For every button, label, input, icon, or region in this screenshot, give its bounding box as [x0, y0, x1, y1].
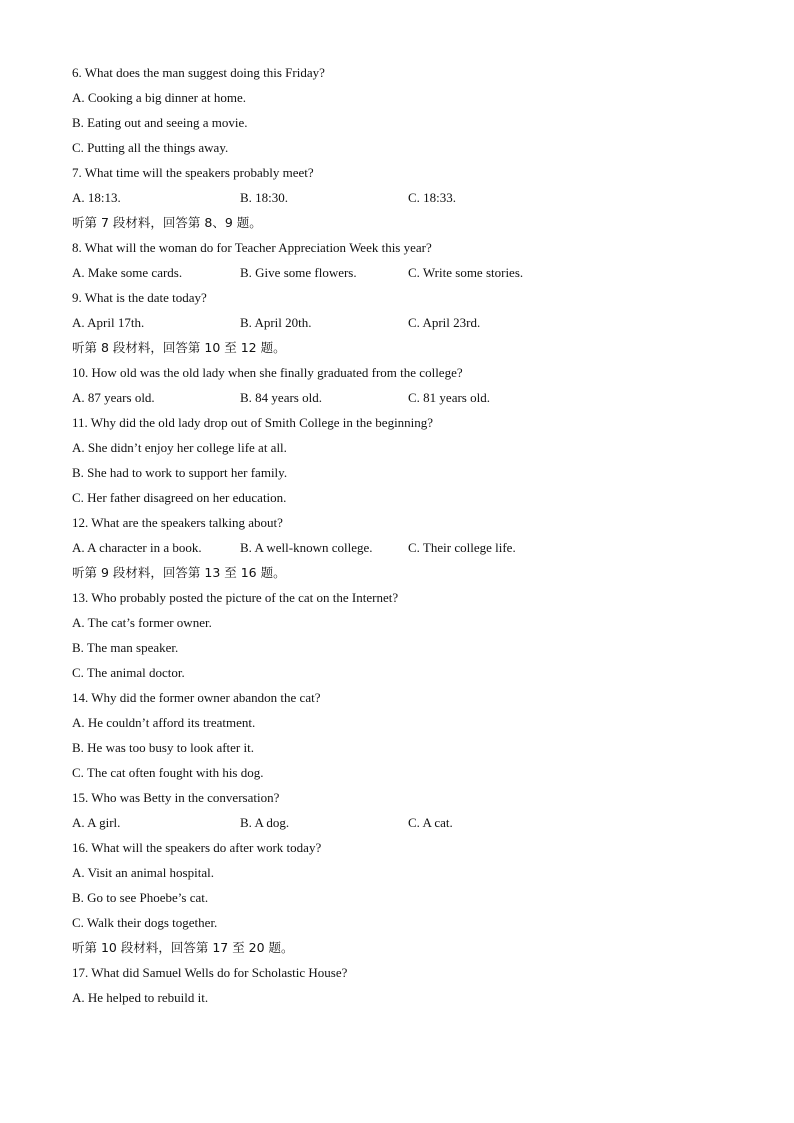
option-b: B. April 20th. — [240, 315, 312, 330]
option-row — [72, 314, 732, 339]
option-c: C. 18:33. — [408, 190, 457, 205]
answer-option: C. Walk their dogs together. — [72, 915, 218, 930]
option-a: A. A character in a book. — [72, 540, 202, 555]
answer-option: C. Her father disagreed on her education. — [72, 490, 287, 505]
question-text: 10. How old was the old lady when she finally graduated from the college? — [72, 365, 463, 380]
section-instruction: 听第 7 段材料，回答第 8、9 题。 — [72, 215, 262, 230]
option-a: A. Make some cards. — [72, 265, 183, 280]
answer-option: A. He helped to rebuild it. — [72, 990, 209, 1005]
answer-option: B. Eating out and seeing a movie. — [72, 115, 248, 130]
option-c: C. Their college life. — [408, 540, 516, 555]
option-row — [72, 189, 732, 214]
option-c: C. A cat. — [408, 815, 453, 830]
answer-option: A. Visit an animal hospital. — [72, 865, 214, 880]
option-a: A. 87 years old. — [72, 390, 155, 405]
option-b: B. A dog. — [240, 815, 290, 830]
option-row — [72, 814, 732, 839]
answer-option: B. She had to work to support her family. — [72, 465, 288, 480]
option-a: A. April 17th. — [72, 315, 145, 330]
answer-option: C. Putting all the things away. — [72, 140, 229, 155]
option-b: B. 84 years old. — [240, 390, 322, 405]
option-c: C. 81 years old. — [408, 390, 490, 405]
answer-option: A. He couldn’t afford its treatment. — [72, 715, 256, 730]
exam-page — [72, 64, 732, 1014]
option-a: A. A girl. — [72, 815, 121, 830]
section-instruction: 听第 10 段材料，回答第 17 至 20 题。 — [72, 940, 294, 955]
question-text: 16. What will the speakers do after work today? — [72, 840, 322, 855]
question-text: 11. Why did the old lady drop out of Smith College in the beginning? — [72, 415, 434, 430]
answer-option: B. The man speaker. — [72, 640, 179, 655]
question-text: 13. Who probably posted the picture of the cat on the Internet? — [72, 590, 399, 605]
question-text: 7. What time will the speakers probably meet? — [72, 165, 314, 180]
question-text: 12. What are the speakers talking about? — [72, 515, 283, 530]
option-b: B. Give some flowers. — [240, 265, 357, 280]
option-b: B. A well-known college. — [240, 540, 373, 555]
section-instruction: 听第 8 段材料，回答第 10 至 12 题。 — [72, 340, 286, 355]
option-row — [72, 389, 732, 414]
answer-option: C. The animal doctor. — [72, 665, 185, 680]
option-c: C. April 23rd. — [408, 315, 481, 330]
option-row — [72, 264, 732, 289]
option-a: A. 18:13. — [72, 190, 121, 205]
question-text: 14. Why did the former owner abandon the cat? — [72, 690, 321, 705]
question-text: 6. What does the man suggest doing this Friday? — [72, 65, 325, 80]
answer-option: A. The cat’s former owner. — [72, 615, 212, 630]
answer-option: C. The cat often fought with his dog. — [72, 765, 264, 780]
option-b: B. 18:30. — [240, 190, 289, 205]
answer-option: B. Go to see Phoebe’s cat. — [72, 890, 209, 905]
section-instruction: 听第 9 段材料，回答第 13 至 16 题。 — [72, 565, 286, 580]
question-text: 8. What will the woman do for Teacher Appreciation Week this year? — [72, 240, 432, 255]
answer-option: A. She didn’t enjoy her college life at all. — [72, 440, 287, 455]
question-text: 17. What did Samuel Wells do for Scholastic House? — [72, 965, 348, 980]
answer-option: A. Cooking a big dinner at home. — [72, 90, 247, 105]
question-text: 9. What is the date today? — [72, 290, 207, 305]
option-row — [72, 539, 732, 564]
answer-option: B. He was too busy to look after it. — [72, 740, 254, 755]
option-c: C. Write some stories. — [408, 265, 524, 280]
question-text: 15. Who was Betty in the conversation? — [72, 790, 280, 805]
